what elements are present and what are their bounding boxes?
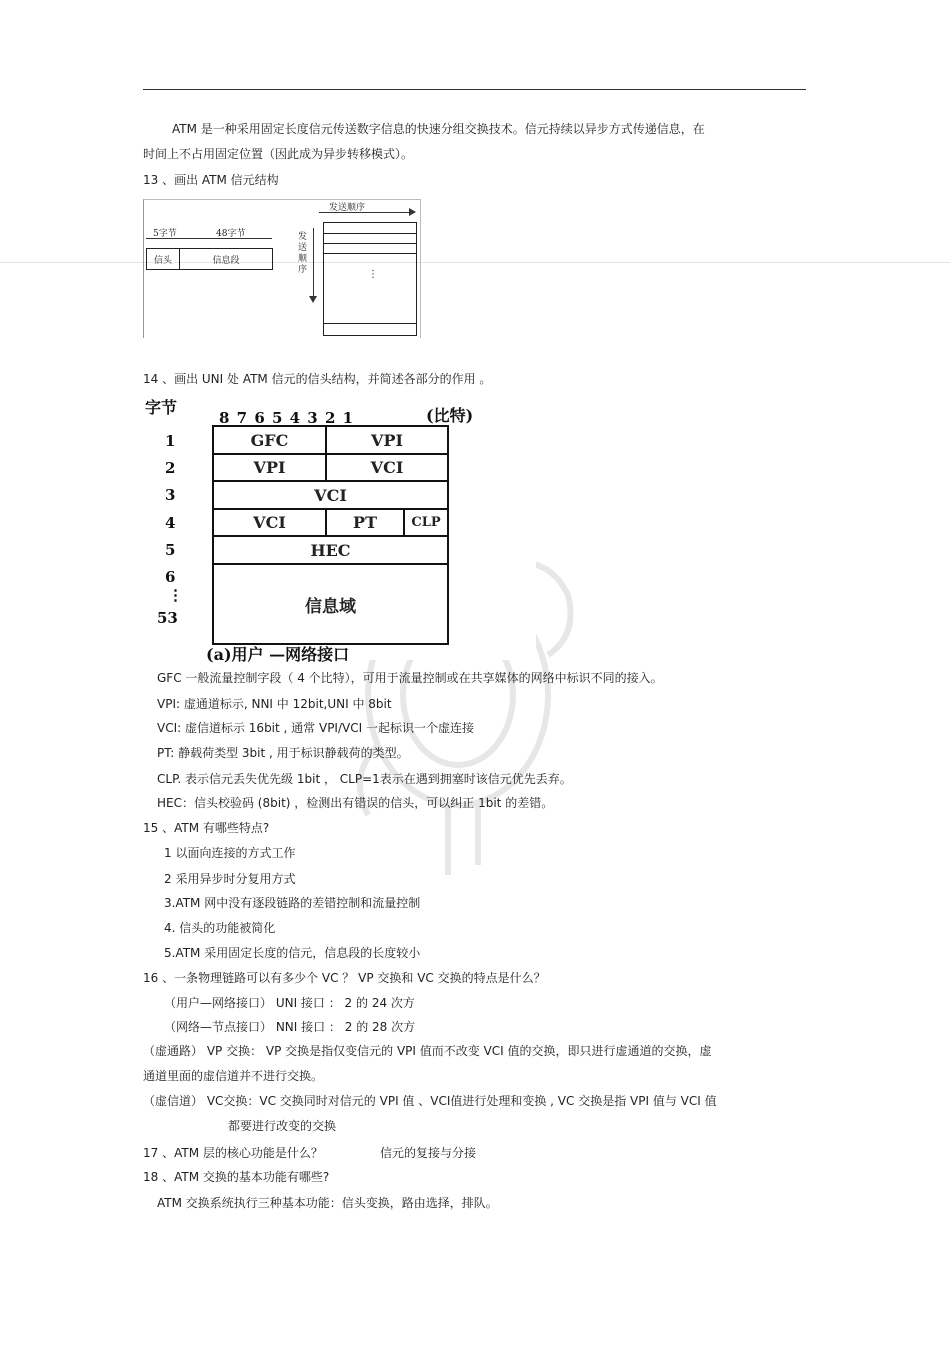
question-13: 13 、画出 ATM 信元结构: [143, 173, 279, 187]
vc-switching-line-2: 都要进行改变的交换: [228, 1119, 337, 1133]
arrow-down-icon: [309, 296, 317, 303]
cell-vpi-row2: VPI: [214, 455, 327, 482]
uni-answer: （用户—网络接口） UNI 接口 ： 2 的 24 次方: [164, 996, 415, 1010]
question-15: 15 、ATM 有哪些特点?: [143, 821, 270, 835]
feature-item: 4. 信头的功能被简化: [164, 921, 276, 935]
vc-switching-line-1: （虚信道） VC交换：VC 交换同时对信元的 VPI 值 、VCI值进行处理和变换 , VC 交换是指 VPI 值与 VCI 值: [143, 1094, 717, 1108]
answer-17: 信元的复接与分接: [380, 1146, 477, 1160]
feature-item: 3.ATM 网中没有逐段链路的差错控制和流量控制: [164, 896, 421, 910]
feature-item: 2 采用异步时分复用方式: [164, 872, 296, 886]
cell-vpi-row1: VPI: [327, 427, 447, 455]
cell-clp: CLP: [405, 510, 447, 537]
row-number: 2: [165, 459, 176, 477]
row-number: 1: [165, 432, 176, 450]
field-gfc-description: GFC 一般流量控制字段（ 4 个比特），可用于流量控制或在共享媒体的网络中标识不同的接入。: [157, 671, 663, 685]
feature-item: 5.ATM 采用固定长度的信元，信息段的长度较小: [164, 946, 421, 960]
byte-dimension-line: [146, 238, 272, 239]
uni-header-structure-figure: [143, 397, 536, 664]
row-number: 5: [165, 541, 176, 559]
cell-gfc: GFC: [214, 427, 327, 455]
bit-unit-label: (比特): [426, 406, 474, 425]
vp-switching-line-2: 通道里面的虚信道并不进行交换。: [143, 1069, 324, 1083]
send-order-vertical-arrow: [313, 228, 314, 298]
question-14: 14 、画出 UNI 处 ATM 信元的信头结构，并简述各部分的作用 。: [143, 372, 492, 386]
question-17: 17 、ATM 层的核心功能是什么？: [143, 1146, 323, 1160]
cell-header-box: 信头: [146, 248, 180, 270]
row-number: 53: [157, 609, 178, 627]
send-order-side-label: 发 送 顺 序: [298, 232, 308, 275]
cell-info-field: 信息域: [305, 596, 356, 617]
field-clp-description: CLP. 表示信元丢失优先级 1bit ， CLP=1表示在遇到拥塞时该信元优先丢弃。: [157, 772, 572, 786]
header-rule: [143, 89, 806, 90]
question-16: 16 、一条物理链路可以有多少个 VC ？ VP 交换和 VC 交换的特点是什么？: [143, 971, 546, 985]
byte-axis-label: 字节: [145, 398, 178, 417]
feature-item: 1 以面向连接的方式工作: [164, 846, 296, 860]
cell-stack: [323, 222, 417, 336]
field-hec-description: HEC：信头校验码 (8bit) ，检测出有错误的信头，可以纠正 1bit 的差错。: [157, 796, 554, 810]
atm-cell-structure-figure: [143, 199, 421, 338]
send-order-top-label: 发送顺序: [329, 203, 366, 213]
cell-vci-row3: VCI: [214, 482, 447, 510]
intro-line-2: 时间上不占用固定位置（因此成为异步转移模式）。: [143, 147, 414, 161]
row-ellipsis: ⋮: [168, 586, 183, 604]
intro-line-1: ATM 是一种采用固定长度信元传送数字信息的快速分组交换技术。信元持续以异步方式传递信息，在: [172, 122, 705, 136]
send-order-arrow: [319, 212, 411, 213]
cell-vci-row2: VCI: [327, 455, 447, 482]
field-pt-description: PT: 静载荷类型 3bit , 用于标识静载荷的类型。: [157, 746, 409, 760]
vp-switching-line-1: （虚通路） VP 交换： VP 交换是指仅变信元的 VPI 值而不改变 VCI 值的交换，即只进行虚通道的交换，虚: [143, 1044, 712, 1058]
row-number: 6: [165, 568, 176, 586]
cell-vci-row4: VCI: [214, 510, 327, 537]
cell-pt: PT: [327, 510, 405, 537]
arrow-right-icon: [409, 208, 416, 216]
bit-numbers: 8 7 6 5 4 3 2 1: [219, 409, 355, 427]
cell-info-box: 信息段: [179, 248, 273, 270]
answer-18: ATM 交换系统执行三种基本功能：信头变换，路由选择，排队。: [157, 1196, 498, 1210]
figure-caption: (a)用户 —网络接口: [206, 645, 350, 664]
nni-answer: （网络—节点接口） NNI 接口 ： 2 的 28 次方: [164, 1020, 416, 1034]
row-number: 4: [165, 514, 176, 532]
field-vpi-description: VPI: 虚通道标示, NNI 中 12bit,UNI 中 8bit: [157, 697, 392, 711]
row-number: 3: [165, 486, 176, 504]
cell-hec: HEC: [214, 537, 447, 565]
question-18: 18 、ATM 交换的基本功能有哪些?: [143, 1170, 330, 1184]
stack-dots: ⋮: [368, 269, 378, 280]
field-vci-description: VCI: 虚信道标示 16bit , 通常 VPI/VCI 一起标识一个虚连接: [157, 721, 474, 735]
label-5-bytes: 5字节: [153, 229, 177, 239]
label-48-bytes: 48字节: [216, 229, 246, 239]
header-grid: [212, 425, 449, 645]
